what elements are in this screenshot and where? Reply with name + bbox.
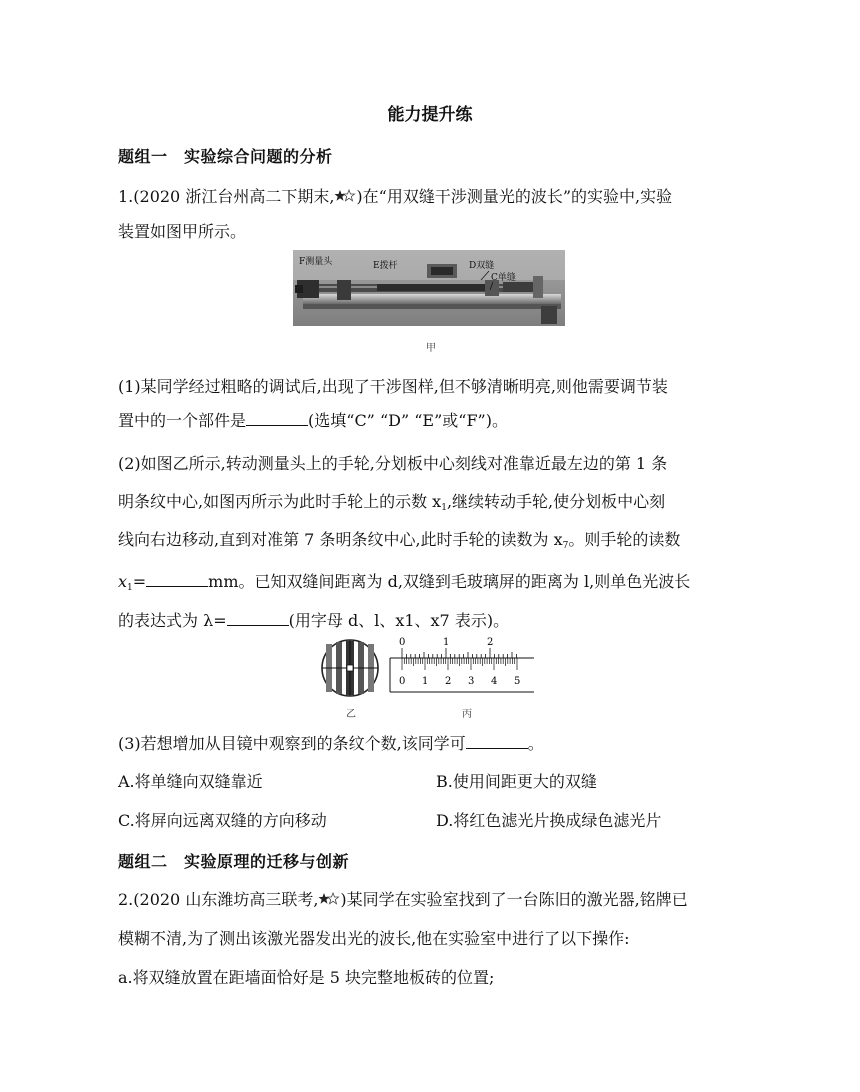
q1-part2-line4: $x_1=$ mm。已知双缝间距离为 d,双缝到毛玻璃屏的距离为 l,则单色光波长 [118,572,691,593]
group1-heading: 题组一 实验综合问题的分析 [118,147,333,166]
label-D: D双缝 [469,261,495,271]
q2-line3: a.将双缝放置在距墙面恰好是 5 块完整地板砖的位置; [118,968,495,987]
vernier-scale-label: 2 [445,676,452,687]
answer-blank-2[interactable] [146,572,208,587]
vernier-scale-label: 5 [514,676,521,687]
main-scale-label: 1 [443,637,450,648]
q1-part2-line3: 线向右边移动,直到对准第 7 条明条纹中心,此时手轮的读数为 $x_7$。则手轮的读数 [118,530,681,551]
answer-blank-3[interactable] [227,611,289,626]
main-scale-label: 0 [399,637,406,648]
option-D[interactable]: D.将红色滤光片换成绿色滤光片 [436,811,662,830]
q1-part2-line2: 明条纹中心,如图丙所示为此时手轮上的示数 $x_1$,继续转动手轮,使分划板中心刻 [118,492,666,513]
q1-part2-line1: (2)如图乙所示,转动测量头上的手轮,分划板中心刻线对准靠近最左边的第 1 条 [118,454,668,473]
main-scale-label: 2 [487,637,494,648]
vernier-scale-label: 0 [399,676,406,687]
figure-yi-caption: 乙 [346,709,356,720]
vernier-scale-diagram [318,634,548,706]
q1-part1-line1: (1)某同学经过粗略的调试后,出现了干涉图样,但不够清晰明亮,则他需要调节装 [118,377,668,396]
option-C[interactable]: C.将屏向远离双缝的方向移动 [118,811,327,830]
q1-intro-line1: 1.(2020 浙江台州高二下期末, )在“用双缝干涉测量光的波长”的实验中,实验 [118,187,673,206]
vernier-scale-label: 1 [422,676,429,687]
figure-jia-caption: 甲 [426,343,436,354]
q1-part1-line2: 置中的一个部件是 (选填“C” “D” “E”或“F”)。 [118,411,508,430]
q1-intro-line2: 装置如图甲所示。 [118,222,247,241]
group2-heading: 题组二 实验原理的迁移与创新 [118,852,350,871]
page-title: 能力提升练 [387,105,473,125]
vernier-scale-label: 4 [491,676,498,687]
difficulty-star-icon [318,892,340,906]
q1-part3-line: (3)若想增加从目镜中观察到的条纹个数,该同学可 。 [118,734,544,753]
label-E: E拨杆 [373,261,398,271]
vernier-scale-label: 3 [468,676,475,687]
apparatus-photo [293,250,565,326]
label-F: F测量头 [299,257,333,267]
q2-line1: 2.(2020 山东潍坊高三联考, )某同学在实验室找到了一台陈旧的激光器,铭牌已 [118,890,688,909]
answer-blank-4[interactable] [466,734,528,749]
difficulty-star-icon [334,189,356,203]
figure-bing-caption: 丙 [462,709,472,720]
answer-blank-1[interactable] [246,411,308,426]
option-A[interactable]: A.将单缝向双缝靠近 [118,772,263,791]
label-C: C单缝 [491,273,516,283]
q2-line2: 模糊不清,为了测出该激光器发出光的波长,他在实验室中进行了以下操作: [118,929,630,948]
q1-part2-line5: 的表达式为 λ= (用字母 d、l、x1、x7 表示)。 [118,611,510,630]
option-B[interactable]: B.使用间距更大的双缝 [436,772,597,791]
